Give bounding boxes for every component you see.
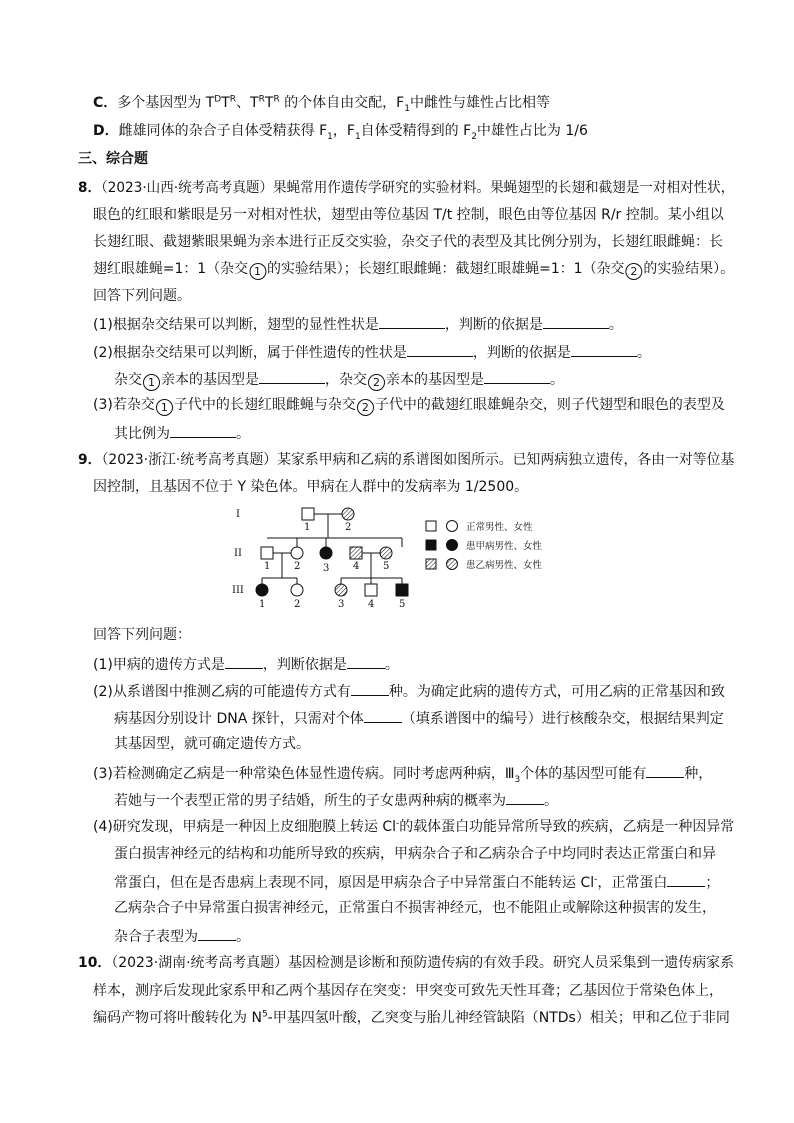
q10-line-3: 编码产物可将叶酸转化为 $N^5-$甲基四氢叶酸，乙突变与胎儿神经管缺陷（NTDs）相关；甲和乙位于非同 [93,1009,730,1026]
pedigree-II-5 [380,547,392,559]
pedigree-I-1 [302,508,314,520]
q8-line-3: 长翅红眼、截翅紫眼果蝇为亲本进行正反交实验，杂交子代的表型及其比例分别为，长翅红眼雌蝇：长 [93,234,723,250]
pedigree-III-2 [291,584,303,596]
section-heading: 三、综合题 [78,151,148,167]
answer-blank[interactable] [667,872,705,887]
q9-line-1: 9．（2023·浙江·统考高考真题）某家系甲病和乙病的系谱图如图所示。已知两病独立遗传，各由一对等位基 [78,452,735,468]
pedigree-III-5 [396,584,408,596]
gen-label: II [234,548,242,559]
q9-part-3: (3)若检测确定乙病是一种常染色体显性遗传病。同时考虑两种病，$Ⅲ_3$个体的基因型可能有 种， [93,763,712,783]
legend-disease-a: 患甲病男性、女性 [466,541,543,552]
q9-ask: 回答下列问题： [93,627,191,643]
answer-blank[interactable] [351,681,389,696]
answer-blank[interactable] [225,654,263,669]
answer-blank[interactable] [484,369,550,384]
q9-part-3-cont: 若她与一个表型正常的男子结婚，所生的子女患两种病的概率为 。 [114,790,558,810]
q9-line-2: 因控制，且基因不位于 Y 染色体。甲病在人群中的发病率为 1/2500。 [93,479,529,495]
pedigree-II-2 [291,547,303,559]
pedigree-III-4 [365,584,377,596]
pedigree-II-4 [350,547,362,559]
svg-text:1: 1 [264,561,271,572]
q9-part-4-l2: 蛋白损害神经元的结构和功能所导致的疾病，甲病杂合子和乙病杂合子中均同时表达正常蛋白和异 [114,846,716,862]
q10-line-2: 样本，测序后发现此家系甲和乙两个基因存在突变：甲突变可致先天性耳聋；乙基因位于常染色体上， [93,983,723,999]
legend-disease-b: 患乙病男性、女性 [466,560,543,571]
svg-text:1: 1 [259,599,266,610]
q9-part-4-l4: 乙病杂合子中异常蛋白损害神经元，正常蛋白不损害神经元，也不能阻止或解除这种损害的发生， [114,900,716,916]
svg-text:2: 2 [345,522,352,533]
q8-line-1: 8．（2023·山西·统考高考真题）果蝇常用作遗传学研究的实验材料。果蝇翅型的长翅和截翅是一对相对性状， [78,180,735,196]
cross-2-marker: 2 [368,374,385,391]
cross-2-marker: 2 [625,263,642,280]
q9-part-4-l3: 常蛋白，但在是否患病上表现不同，原因是甲病杂合子中异常蛋白不能转运 Cl-，正常蛋白 ； [114,872,719,892]
option-c: C．多个基因型为 $T^DT^R$、$T^RT^R$ 的个体自由交配，$F_1$中雌性与雄性占比相等 [93,94,550,114]
q9-part-2-cont: 病基因分别设计 DNA 探针，只需对个体 （填系谱图中的编号）进行核酸杂交，根据结果判定 [114,708,724,728]
answer-blank[interactable] [198,926,236,941]
answer-blank[interactable] [259,369,325,384]
pedigree-II-3 [320,547,332,559]
pedigree-chart [230,500,570,615]
answer-blank[interactable] [506,790,544,805]
cross-1-marker: 1 [156,399,173,416]
pedigree-III-3 [335,584,347,596]
cross-1-marker: 1 [143,374,160,391]
svg-text:4: 4 [368,599,375,610]
svg-text:5: 5 [383,561,390,572]
answer-blank[interactable] [571,342,637,357]
q8-part-3: (3)若杂交 1 子代中的长翅红眼雌蝇与杂交 2 子代中的截翅红眼雄蝇杂交，则子代翅型和眼色的表型及 [93,397,725,414]
q8-line-5: 回答下列问题。 [93,288,191,304]
gen-label: I [236,509,240,520]
answer-blank[interactable] [379,314,445,329]
option-d: D．雌雄同体的杂合子自体受精获得 $F_1$，$F_1$自体受精得到的 $F_2$中雄性占比为 1/6 [93,123,588,142]
svg-text:1: 1 [304,522,311,533]
cross-2-marker: 2 [357,399,374,416]
svg-text:2: 2 [294,561,301,572]
legend-normal: 正常男性、女性 [466,522,533,533]
answer-blank[interactable] [646,763,684,778]
q10-line-1: 10．（2023·湖南·统考高考真题）基因检测是诊断和预防遗传病的有效手段。研究人员采集到一遗传病家系 [78,955,735,971]
svg-text:2: 2 [294,599,301,610]
q9-part-2-end: 其基因型，就可确定遗传方式。 [114,736,310,752]
q8-part-2-genotypes: 杂交 1 亲本的基因型是 ，杂交 2 亲本的基因型是 。 [114,369,564,391]
q9-part-4: (4)研究发现，甲病是一种因上皮细胞膜上转运 Cl-的载体蛋白功能异常所导致的疾病，乙病是一种因异常 [93,818,735,835]
pedigree-II-1 [261,547,273,559]
pedigree-I-2 [342,508,354,520]
answer-blank[interactable] [347,654,385,669]
svg-text:5: 5 [399,599,406,610]
pedigree-III-1 [256,584,268,596]
gen-label: III [232,585,244,596]
svg-text:3: 3 [338,599,345,610]
answer-blank[interactable] [543,314,609,329]
q9-part-2: (2)从系谱图中推测乙病的可能遗传方式有 种。为确定此病的遗传方式，可用乙病的正常基因和致 [93,681,725,701]
cross-1-marker: 1 [249,263,266,280]
answer-blank[interactable] [407,342,473,357]
svg-text:4: 4 [353,561,360,572]
q8-part-3-cont: 其比例为 。 [114,423,250,443]
q8-line-4: 翅红眼雄蝇=1：1（杂交 1 的实验结果）；长翅红眼雌蝇：截翅红眼雄蝇=1：1（杂交 2 的实验结果）。 [93,261,735,278]
q9-part-4-l5: 杂合子表型为 。 [114,926,250,946]
q8-part-2: (2)根据杂交结果可以判断，属于伴性遗传的性状是 ，判断的依据是 。 [93,342,651,362]
q8-line-2: 眼色的红眼和紫眼是另一对相对性状，翅型由等位基因 T/t 控制，眼色由等位基因 R/r 控制。某小组以 [93,207,724,223]
q8-part-1: (1)根据杂交结果可以判断，翅型的显性性状是 ，判断的依据是 。 [93,314,623,334]
svg-text:3: 3 [323,563,330,574]
answer-blank[interactable] [364,708,402,723]
answer-blank[interactable] [170,423,236,438]
q9-part-1: (1)甲病的遗传方式是 ，判断依据是 。 [93,654,399,674]
